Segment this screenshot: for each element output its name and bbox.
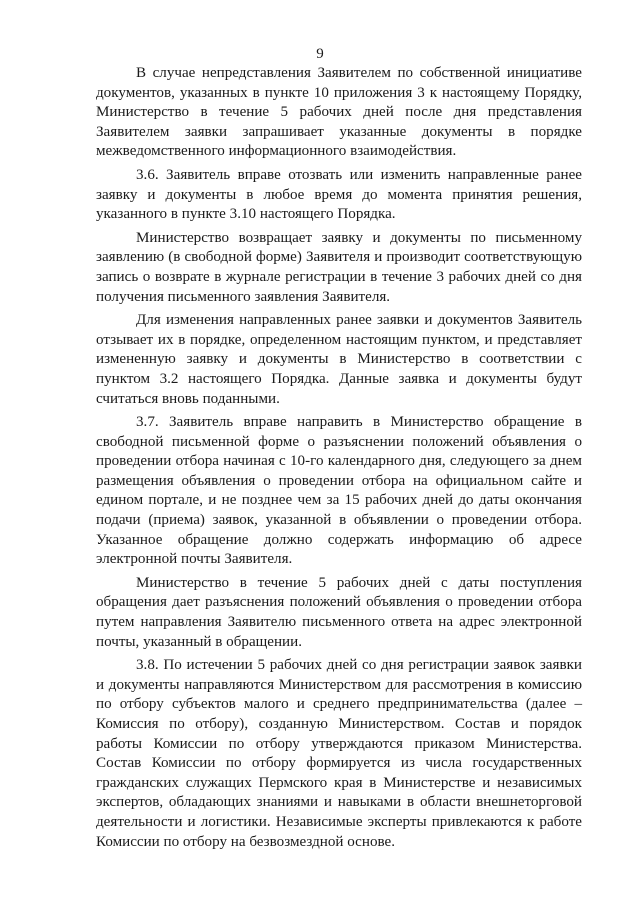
paragraph-return-application: Министерство возвращает заявку и документы по письменному заявлению (в свободной форме) Заявителя и производит соответствующую запись о возврате в журнале регистрации в течение 3 рабочих дней со дня получения письменного заявления Заявителя.	[96, 229, 582, 305]
paragraph-3-7-clarification: 3.7. Заявитель вправе направить в Министерство обращение в свободной письменной форме о разъяснении положений объявления о проведении отбора начиная с 10-го календарного дня, следующего за днем размещения объявления о проведении отбора на официальном сайте и едином портале, и не позднее чем за 15 рабочих дней до даты окончания подачи (приема) заявок, указанной в объявлении о проведении отбора. Указанное обращение должно содержать информацию об адресе электронной почты Заявителя.	[96, 414, 582, 568]
paragraph-3-8-commission: 3.8. По истечении 5 рабочих дней со дня регистрации заявок заявки и документы направляются Министерством для рассмотрения в комиссию по отбору субъектов малого и среднего предпринимательства (далее – Комиссия по отбору), созданную Министерством. Состав и порядок работы Комиссии по отбору утверждаются приказом Министерства. Состав Комиссии по отбору формируется из числа государственных гражданских служащих Пермского края в Министерстве и независимых экспертов, обладающих знаниями и навыками в области внешнеторговой деятельности и логистики. Независимые эксперты привлекаются к работе Комиссии по отбору на безвозмездной основе.	[96, 657, 582, 850]
document-body	[96, 64, 582, 856]
paragraph-clarification-response: Министерство в течение 5 рабочих дней с даты поступления обращения дает разъяснения положений объявления о проведении отбора путем направления Заявителю письменного ответа на адрес электронной почты, указанный в обращении.	[96, 574, 582, 650]
paragraph-missing-documents: В случае непредставления Заявителем по собственной инициативе документов, указанных в пункте 10 приложения 3 к настоящему Порядку, Министерство в течение 5 рабочих дней после дня представления Заявителем заявки запрашивает указанные документы в порядке межведомственного информационного взаимодействия.	[96, 65, 582, 160]
page-number: 9	[316, 46, 324, 62]
paragraph-change-application: Для изменения направленных ранее заявки и документов Заявитель отзывает их в порядке, определенном настоящим пунктом, и представляет измененную заявку и документы в Министерство в соответствии с пунктом 3.2 настоящего Порядка. Данные заявка и документы будут считаться вновь поданными.	[96, 312, 582, 407]
paragraph-3-6-withdraw: 3.6. Заявитель вправе отозвать или изменить направленные ранее заявку и документы в любое время до момента принятия решения, указанного в пункте 3.10 настоящего Порядка.	[96, 166, 582, 223]
